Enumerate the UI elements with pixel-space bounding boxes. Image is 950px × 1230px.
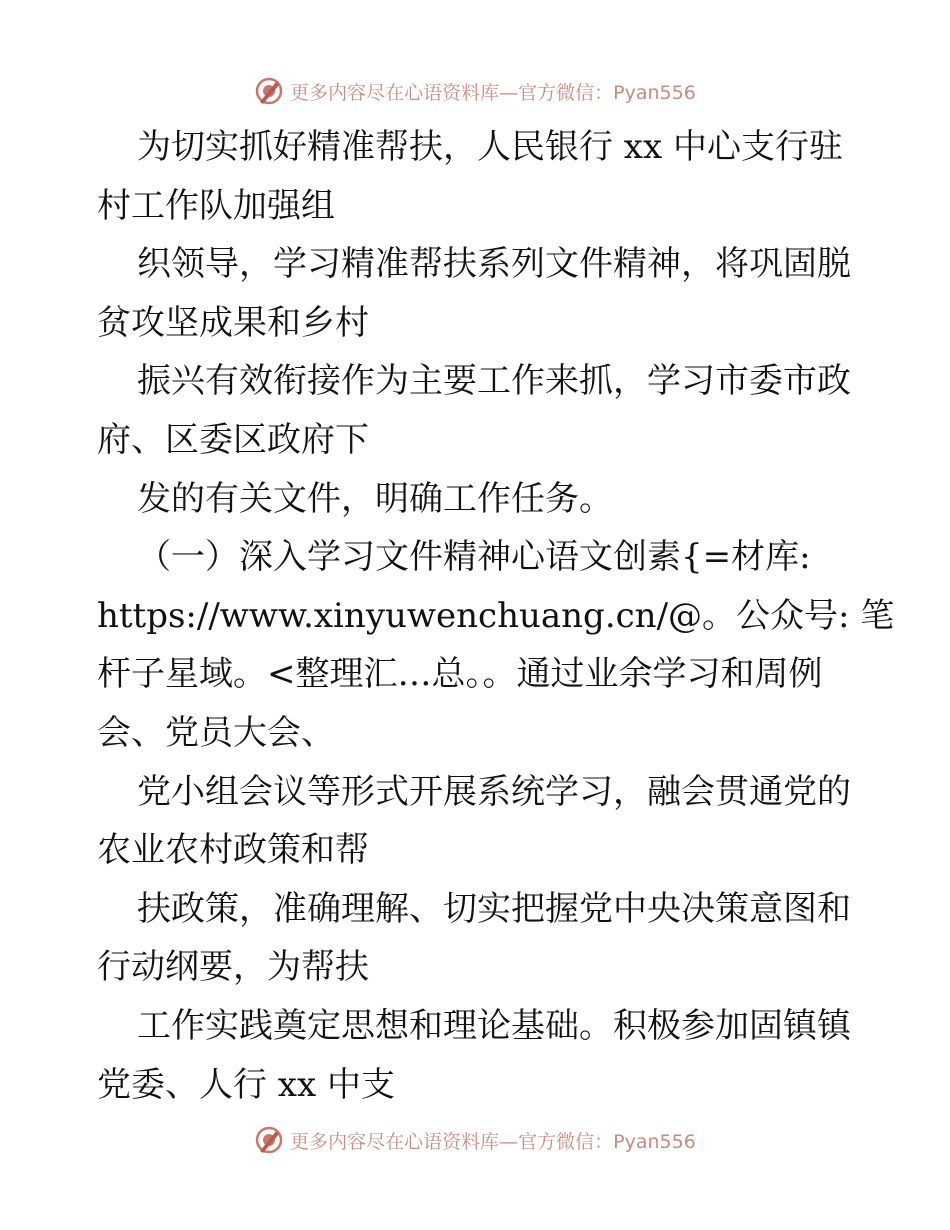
quill-pen-logo-icon: [254, 1125, 284, 1155]
text-line: 党小组会议等形式开展系统学习，融会贯通党的: [137, 771, 851, 812]
text-line: 行动纲要，为帮扶: [97, 947, 369, 988]
document-body: [97, 118, 895, 1114]
text-line: 会、党员大会、: [97, 712, 335, 753]
watermark-text: 更多内容尽在心语资料库—官方微信：Pyan556: [290, 1130, 696, 1153]
text-line: 贫攻坚成果和乡村: [97, 302, 369, 343]
quill-pen-logo-icon: [254, 76, 284, 106]
text-line: 扶政策，准确理解、切实把握党中央决策意图和: [137, 888, 851, 929]
text-line: 为切实抓好精准帮扶，人民银行 xx 中心支行驻: [137, 127, 843, 167]
watermark-text: 更多内容尽在心语资料库—官方微信：Pyan556: [290, 81, 696, 104]
text-line: 杆子星域。<整理汇…总。。通过业余学习和周例: [97, 654, 823, 695]
text-line: 村工作队加强组: [97, 185, 335, 226]
text-line: 党委、人行 xx 中支: [97, 1064, 395, 1105]
text-line: https://www.xinyuwenchuang.cn/@。公众号: 笔: [97, 595, 895, 636]
text-line: 工作实践奠定思想和理论基础。积极参加固镇镇: [137, 1005, 851, 1046]
text-line: 发的有关文件，明确工作任务。: [137, 478, 613, 519]
header-watermark: [0, 71, 950, 111]
text-line: 织领导，学习精准帮扶系列文件精神，将巩固脱: [137, 244, 851, 285]
footer-watermark: [0, 1120, 950, 1160]
text-line: 振兴有效衔接作为主要工作来抓，学习市委市政: [137, 361, 851, 402]
text-line: 府、区委区政府下: [97, 419, 369, 460]
text-line: 农业农村政策和帮: [97, 830, 369, 871]
text-line: （一）深入学习文件精神心语文创素{=材库:: [137, 537, 811, 578]
